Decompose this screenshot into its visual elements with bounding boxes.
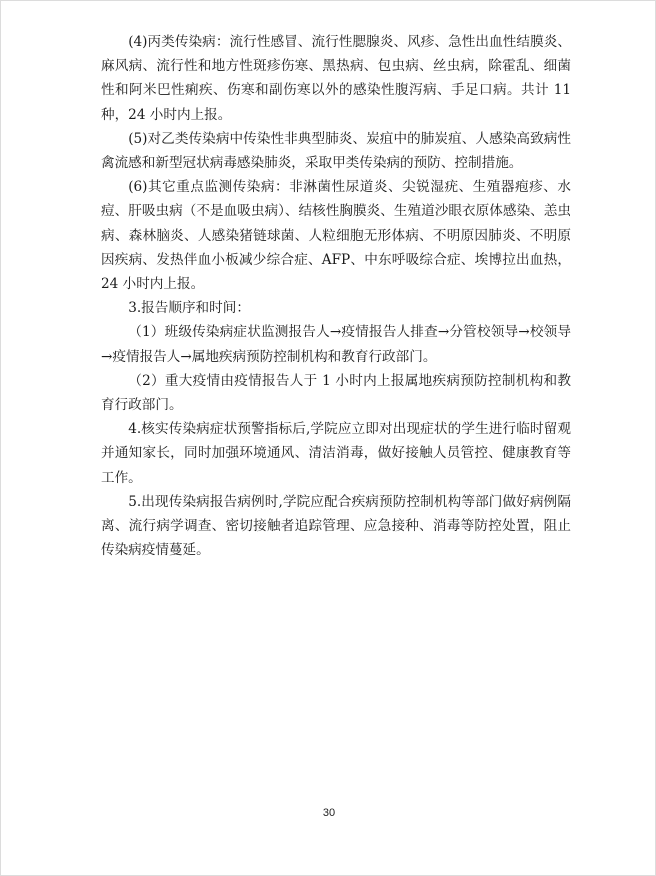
paragraph-report-order-heading: 3.报告顺序和时间： [128, 300, 250, 317]
paragraph-verification-actions: 4.核实传染病症状预警指标后,学院应立即对出现症状的学生进行临时留观并通知家长，同时加强环境通风、清洁消毒，做好接触人员管控、健康教育等工作。 [101, 421, 571, 486]
paragraph-class-b-measures: (5)对乙类传染病中传染性非典型肺炎、炭疽中的肺炭疽、人感染高致病性禽流感和新型冠状病毒感染肺炎，采取甲类传染病的预防、控制措施。 [101, 130, 571, 172]
page-number: 30 [322, 807, 336, 819]
paragraph-report-chain: （1）班级传染病症状监测报告人→疫情报告人排查→分管校领导→校领导→疫情报告人→属地疾病预防控制机构和教育行政部门。 [101, 324, 571, 365]
paragraph-case-response: 5.出现传染病报告病例时,学院应配合疾病预防控制机构等部门做好病例隔离、流行病学调查、密切接触者追踪管理、应急接种、消毒等防控处置，阻止传染病疫情蔓延。 [101, 493, 571, 559]
document-body [101, 30, 571, 562]
paragraph-class-c-diseases: (4)丙类传染病：流行性感冒、流行性腮腺炎、风疹、急性出血性结膜炎、麻风病、流行性和地方性斑疹伤寒、黑热病、包虫病、丝虫病，除霍乱、细菌性和阿米巴性痢疾、伤寒和副伤寒以外的感染性腹泻病、手足口病。共计 11 种，24 小时内上报。 [101, 34, 571, 123]
paragraph-other-monitored-diseases: (6)其它重点监测传染病：非淋菌性尿道炎、尖锐湿疣、生殖器疱疹、水痘、肝吸虫病（不是血吸虫病）、结核性胸膜炎、生殖道沙眼衣原体感染、恙虫病、森林脑炎、人感染猪链球菌、人粒细胞无形体病、不明原因肺炎、不明原因疾病、发热伴血小板减少综合症、AFP、中东呼吸综合症、埃博拉出血热，24 小时内上报。 [101, 179, 571, 293]
paragraph-major-epidemic: （2）重大疫情由疫情报告人于 1 小时内上报属地疾病预防控制机构和教育行政部门。 [101, 372, 571, 414]
